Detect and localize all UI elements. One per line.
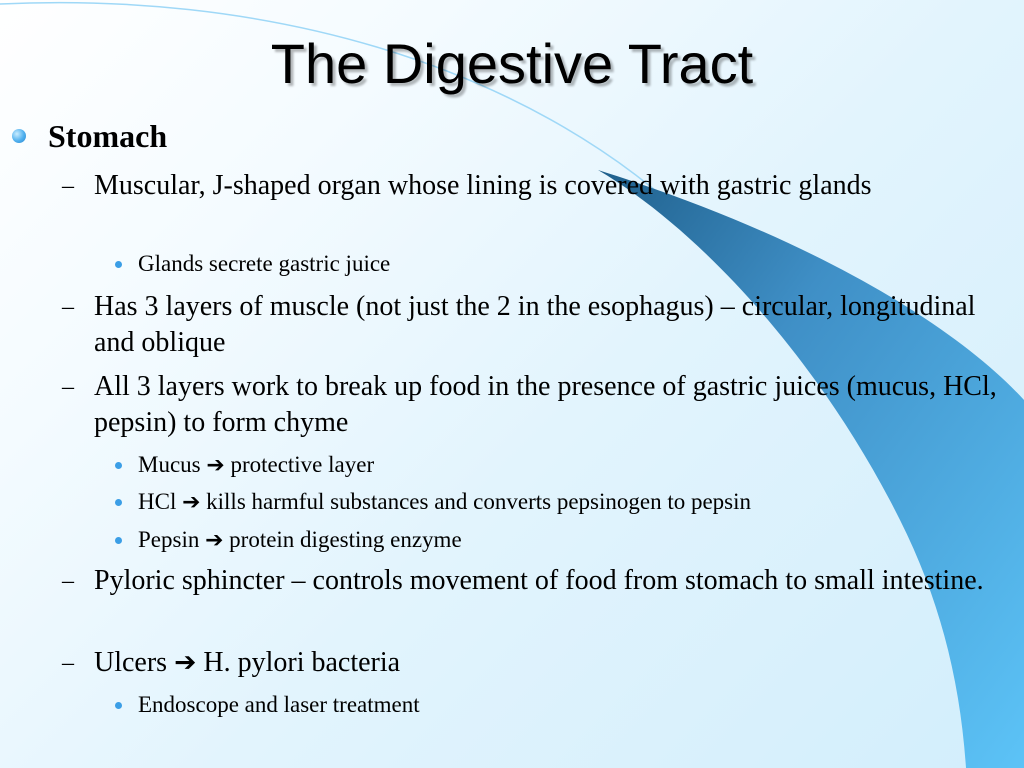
arrow-right-icon: ➔ xyxy=(205,528,224,553)
ulcers-desc: H. pylori bacteria xyxy=(203,647,401,678)
juice-desc: protective layer xyxy=(230,452,375,477)
subpoint-pepsin xyxy=(138,525,462,556)
bullet-icon xyxy=(12,129,26,143)
sub-bullet-icon xyxy=(115,261,122,268)
subpoint-endoscope: Endoscope and laser treatment xyxy=(138,692,420,717)
dash-icon: – xyxy=(62,568,74,594)
point-break-up-food: All 3 layers work to break up food in the presence of gastric juices (mucus, HCl, pepsin) to form chyme xyxy=(94,371,997,438)
dash-icon: – xyxy=(62,173,74,199)
point-muscular: Muscular, J-shaped organ whose lining is covered with gastric glands xyxy=(94,170,872,201)
dash-icon: – xyxy=(62,650,74,676)
arrow-right-icon: ➔ xyxy=(206,453,225,478)
sub-bullet-icon xyxy=(115,537,122,544)
juice-term: Mucus xyxy=(138,452,201,477)
juice-desc: protein digesting enzyme xyxy=(229,527,462,552)
dash-icon: – xyxy=(62,294,74,320)
ulcers-term: Ulcers xyxy=(94,647,168,678)
sub-bullet-icon xyxy=(115,702,122,709)
slide-title: The Digestive Tract xyxy=(270,32,754,95)
point-pyloric-sphincter: Pyloric sphincter – controls movement of food from stomach to small intestine. xyxy=(94,565,984,596)
point-ulcers xyxy=(94,645,1009,681)
subpoint-glands: Glands secrete gastric juice xyxy=(138,251,391,276)
dash-icon: – xyxy=(62,374,74,400)
point-layers: Has 3 layers of muscle (not just the 2 in the esophagus) – circular, longitudinal and oblique xyxy=(94,291,976,358)
arrow-right-icon: ➔ xyxy=(174,647,197,678)
arrow-right-icon: ➔ xyxy=(182,490,201,515)
sub-bullet-icon xyxy=(115,499,122,506)
heading-stomach: Stomach xyxy=(48,118,168,154)
juice-desc: kills harmful substances and converts pepsinogen to pepsin xyxy=(206,489,752,514)
juice-term: HCl xyxy=(138,489,177,514)
juice-term: Pepsin xyxy=(138,527,200,552)
sub-bullet-icon xyxy=(115,462,122,469)
subpoint-hcl xyxy=(138,487,751,518)
subpoint-mucus xyxy=(138,450,374,481)
